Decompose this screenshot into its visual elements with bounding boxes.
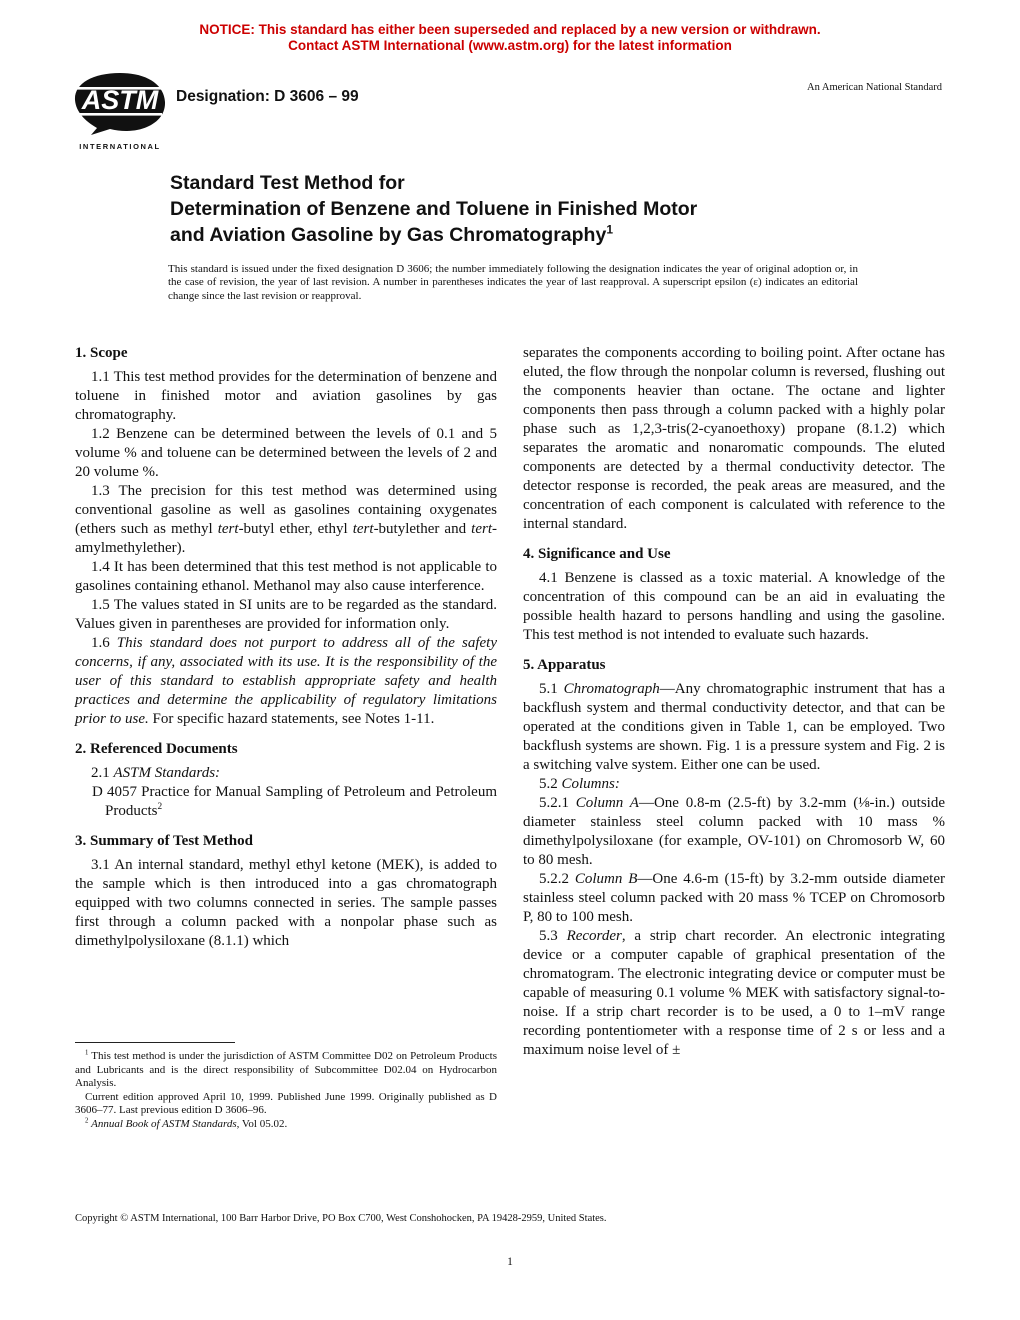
page-number: 1	[507, 1256, 513, 1268]
astm-logo-subtext: INTERNATIONAL	[79, 142, 161, 151]
paragraph: 5.2.1 Column A—One 0.8-m (2.5-ft) by 3.2-mm (⅛-in.) outside diameter stainless steel column packed with 10 mass % dimethylpolysiloxane (for example, OV-101) on Chromosorb W, 60 to 80 mesh.	[523, 795, 945, 868]
section-heading: 3. Summary of Test Method	[75, 833, 253, 849]
title-line-3-text: and Aviation Gasoline by Gas Chromatography	[170, 224, 607, 246]
paragraph: 5.1 Chromatograph—Any chromatographic instrument that has a backflush system and thermal conductivity detector, and that can be operated at the conditions given in Table 1, can be employed. Two backflush systems are shown. Fig. 1 is a pressure system and Fig. 2 is a switching valve system. Either one can be used.	[523, 681, 946, 773]
section-heading: 2. Referenced Documents	[75, 741, 238, 757]
footnote-list	[75, 1050, 497, 1132]
designation-label: Designation: D 3606 – 99	[176, 88, 359, 105]
title-line-2: Determination of Benzene and Toluene in Finished Motor	[170, 198, 698, 220]
footnote: $^1$ This test method is under the jurisdiction of ASTM Committee D02 on Petroleum Products and Lubricants and is the direct responsibility of Subcommittee D02.04 on Hydrocarbon Analysis.	[75, 1049, 497, 1090]
footnotes-block	[75, 1042, 497, 1132]
notice-line-2: Contact ASTM International (www.astm.org) for the latest information	[288, 38, 732, 53]
copyright-line: Copyright © ASTM International, 100 Barr Harbor Drive, PO Box C700, West Conshohocken, PA 19428-2959, United States.	[75, 1213, 607, 1224]
section-heading: 1. Scope	[75, 345, 128, 361]
paragraph: 1.6 This standard does not purport to address all of the safety concerns, if any, associated with its use. It is the responsibility of the user of this standard to establish appropriate safety and health practices and determine the applicability of regulatory limitations prior to use. For specific hazard statements, see Notes 1-11.	[75, 635, 497, 727]
astm-logo-icon	[72, 72, 168, 136]
paragraph: 2.1 ASTM Standards:	[91, 765, 221, 781]
national-standard-note: An American National Standard	[806, 82, 942, 93]
footnote-divider	[75, 1042, 235, 1043]
paragraph: 3.1 An internal standard, methyl ethyl ketone (MEK), is added to the sample which is then introduced into a gas chromatograph equipped with two columns connected in series. The sample passes first through a column packed with a nonpolar phase such as dimethylpolysiloxane (8.1.1) which	[75, 857, 497, 949]
astm-logo	[68, 72, 172, 151]
title-footnote-ref: 1	[606, 222, 613, 237]
paragraph: separates the components according to boiling point. After octane has eluted, the flow through the nonpolar column is reversed, flushing out the components heavier than octane. The octane and lighter components then pass through a column packed with a highly polar phase such as 1,2,3-tris(2-cyanoethoxy) propane (8.1.2) which separates the aromatic and nonaromatic compounds. The eluted components are detected by a thermal conductivity detector. The detector response is recorded, the peak areas are measured, and the concentration of each component is calculated with reference to the internal standard.	[523, 345, 945, 532]
paragraph: 1.5 The values stated in SI units are to be regarded as the standard. Values given in parentheses are provided for information only.	[75, 597, 497, 632]
paragraph: 5.3 Recorder, a strip chart recorder. An electronic integrating device or a computer capable of graphical presentation of the chromatogram. The electronic integrating device or computer must be capable of measuring 0.1 volume % MEK with satisfactory signal-to-noise. If a strip chart recorder is to be used, a 0 to 1–mV range recording pontentiometer with a response time of 2 s or less and a maximum noise level of ±	[523, 928, 945, 1058]
paragraph: 1.4 It has been determined that this test method is not applicable to gasolines containing ethanol. Methanol may also cause interference.	[75, 559, 497, 594]
title-line-1: Standard Test Method for	[170, 172, 405, 194]
footnote: Current edition approved April 10, 1999. Published June 1999. Originally published as D 3606–77. Last previous edition D 3606–96.	[75, 1090, 497, 1117]
document-title	[170, 170, 890, 248]
paragraph: 1.1 This test method provides for the determination of benzene and toluene in finished motor and aviation gasolines by gas chromatography.	[75, 369, 497, 423]
footnote: $^2$ Annual Book of ASTM Standards, Vol 05.02.	[85, 1117, 288, 1130]
issuance-note: This standard is issued under the fixed designation D 3606; the number immediately following the designation indicates the year of original adoption or, in the case of revision, the year of last revision. A number in parentheses indicates the year of last reapproval. A superscript epsilon (ε) indicates an editorial change since the last revision or reapproval.	[168, 263, 858, 302]
left-column	[75, 344, 497, 1060]
section-heading: 4. Significance and Use	[523, 546, 671, 562]
notice-line-1: NOTICE: This standard has either been superseded and replaced by a new version or withdrawn.	[199, 22, 821, 37]
body-columns	[75, 344, 945, 1060]
right-column	[523, 344, 945, 1060]
astm-logo-text: ASTM	[81, 85, 159, 115]
paragraph: 5.2 Columns:	[539, 776, 620, 792]
paragraph: 4.1 Benzene is classed as a toxic material. A knowledge of the concentration of this compound can be an aid in evaluating the possible health hazard to persons handling and using the gasoline. This test method is not intended to evaluate such hazards.	[523, 570, 945, 643]
paragraph: 1.3 The precision for this test method was determined using conventional gasoline as well as gasolines containing oxygenates (ethers such as methyl tert-butyl ether, ethyl tert-butylether and tert-amylmethylether).	[75, 483, 498, 556]
section-heading: 5. Apparatus	[523, 657, 606, 673]
title-line-3	[170, 222, 890, 248]
paragraph: 5.2.2 Column B—One 4.6-m (15-ft) by 3.2-mm outside diameter stainless steel column packed with 20 mass % TCEP on Chromosorb P, 80 to 100 mesh.	[523, 871, 946, 925]
paragraph: 1.2 Benzene can be determined between the levels of 0.1 and 5 volume % and toluene can be determined between the levels of 2 and 20 volume %.	[75, 426, 497, 480]
superseded-notice	[0, 22, 1020, 54]
paragraph: D 4057 Practice for Manual Sampling of Petroleum and Petroleum Products$^2$	[92, 784, 497, 819]
